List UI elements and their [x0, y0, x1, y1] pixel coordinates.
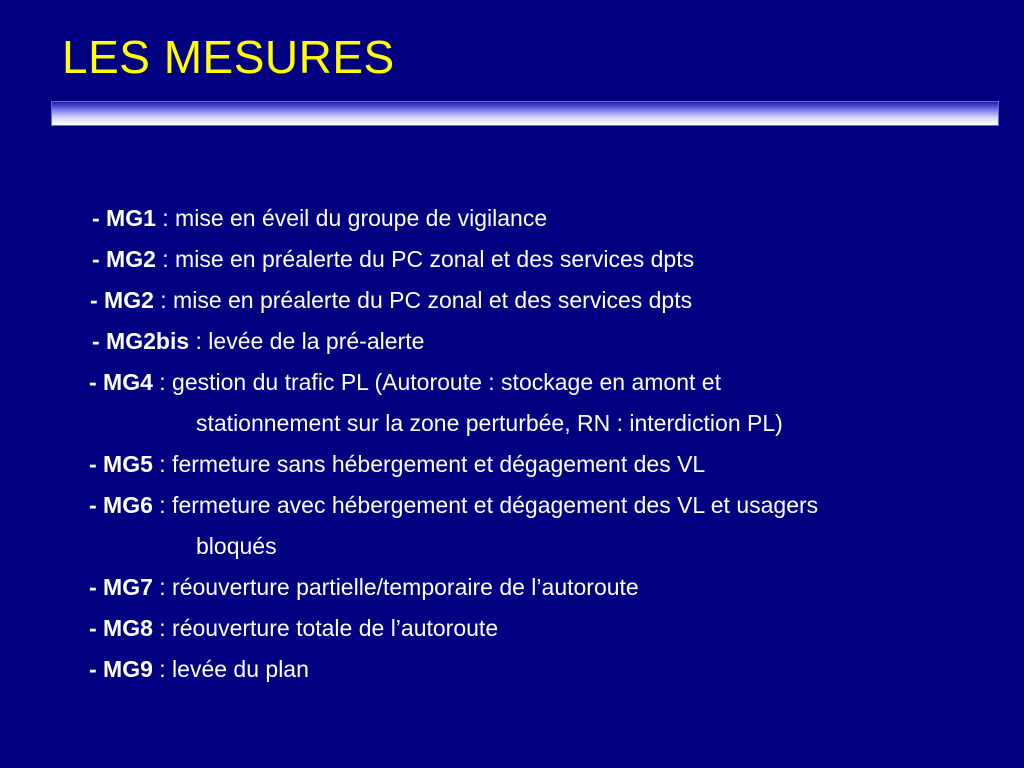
measure-code: - MG9	[89, 656, 153, 682]
measure-description: : réouverture partielle/temporaire de l’autoroute	[152, 574, 639, 600]
measure-description: : réouverture totale de l’autoroute	[152, 615, 499, 641]
measure-code: - MG8	[89, 615, 153, 641]
measure-mg5	[89, 453, 705, 476]
measure-mg9	[89, 658, 309, 681]
measure-description: : mise en préalerte du PC zonal et des services dpts	[155, 246, 695, 272]
measure-description: : fermeture sans hébergement et dégagement des VL	[152, 451, 706, 477]
measure-description: : gestion du trafic PL (Autoroute : stockage en amont et	[152, 369, 721, 395]
measure-code: - MG1	[92, 205, 156, 231]
measure-mg6-continuation: bloqués	[196, 533, 277, 559]
measure-description: : levée du plan	[152, 656, 309, 682]
measure-mg8	[89, 617, 498, 640]
measure-mg2-first	[92, 248, 694, 271]
measure-mg6	[89, 494, 818, 517]
measure-code: - MG4	[89, 369, 153, 395]
measure-mg2-second	[90, 289, 692, 312]
measure-code: - MG7	[89, 574, 153, 600]
measure-description: : mise en éveil du groupe de vigilance	[155, 205, 548, 231]
measure-mg2bis	[92, 330, 424, 353]
measure-code: - MG6	[89, 492, 153, 518]
measure-description: : fermeture avec hébergement et dégagement des VL et usagers	[152, 492, 819, 518]
measure-mg1	[92, 207, 547, 230]
measure-code: - MG2	[90, 287, 154, 313]
measure-description: : levée de la pré-alerte	[189, 328, 425, 354]
slide-title: LES MESURES	[62, 31, 395, 83]
measure-code: - MG2bis	[92, 328, 190, 354]
measure-code: - MG5	[89, 451, 153, 477]
measure-mg4	[89, 371, 721, 394]
measure-mg7	[89, 576, 639, 599]
measure-description: : mise en préalerte du PC zonal et des services dpts	[153, 287, 693, 313]
measure-code: - MG2	[92, 246, 156, 272]
measure-mg4-continuation: stationnement sur la zone perturbée, RN : interdiction PL)	[196, 410, 783, 436]
